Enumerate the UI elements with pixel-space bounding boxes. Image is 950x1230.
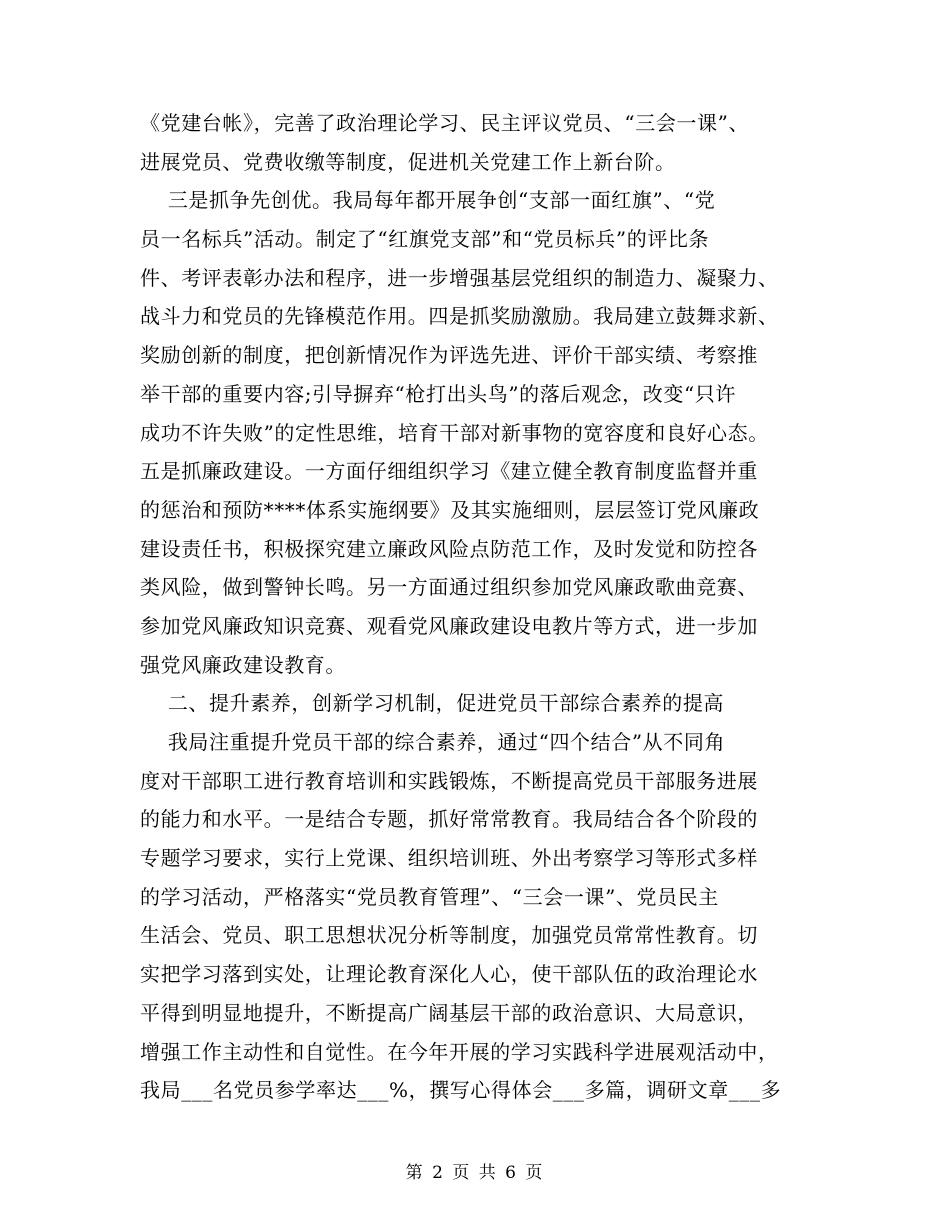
text-line: 件、考评表彰办法和程序，进一步增强基层党组织的制造力、凝聚力、 <box>140 265 779 290</box>
text-line: 我局___名党员参学率达___%，撰写心得体会___多篇，调研文章___多 <box>140 1078 782 1103</box>
text-line: 奖励创新的制度，把创新情况作为评选先进、评价干部实绩、考察推 <box>140 343 758 368</box>
text-line: 专题学习要求，实行上党课、组织培训班、外出考察学习等形式多样 <box>140 846 758 871</box>
text-line: 强党风廉政建设教育。 <box>140 652 346 677</box>
text-line: 的惩治和预防****体系实施纲要》及其实施细则，层层签订党风廉政 <box>140 497 760 522</box>
body-text <box>140 104 820 1110</box>
text-line: 举干部的重要内容;引导摒弃“枪打出头鸟”的落后观念，改变“只许 <box>140 381 737 406</box>
text-line: 三是抓争先创优。我局每年都开展争创“支部一面红旗”、“党 <box>140 188 716 213</box>
text-line: 员一名标兵”活动。制定了“红旗党支部”和“党员标兵”的评比条 <box>140 227 710 252</box>
text-line: 进展党员、党费收缴等制度，促进机关党建工作上新台阶。 <box>140 149 676 174</box>
text-line: 类风险，做到警钟长鸣。另一方面通过组织参加党风廉政歌曲竞赛、 <box>140 575 758 600</box>
page-number-footer: 第 2 页 共 6 页 <box>405 1163 545 1183</box>
text-line: 我局注重提升党员干部的综合素养，通过“四个结合”从不同角 <box>140 730 726 754</box>
text-line: 《党建台帐》，完善了政治理论学习、民主评议党员、“三会一课”、 <box>140 111 750 135</box>
text-line: 增强工作主动性和自觉性。在今年开展的学习实践科学进展观活动中， <box>140 1039 779 1064</box>
text-line: 成功不许失败”的定性思维，培育干部对新事物的宽容度和良好心态。 <box>140 420 769 445</box>
text-line: 的学习活动，严格落实“党员教育管理”、“三会一课”、党员民主 <box>140 884 719 909</box>
text-line: 参加党风廉政知识竞赛、观看党风廉政建设电教片等方式，进一步加 <box>140 613 758 638</box>
text-line: 度对干部职工进行教育培训和实践锻炼，不断提高党员干部服务进展 <box>140 768 758 793</box>
text-line: 实把学习落到实处，让理论教育深化人心，使干部队伍的政治理论水 <box>140 962 758 987</box>
text-line: 的能力和水平。一是结合专题，抓好常常教育。我局结合各个阶段的 <box>140 807 758 832</box>
text-line: 建设责任书，积极探究建立廉政风险点防范工作，及时发觉和防控各 <box>140 536 758 561</box>
text-line: 五是抓廉政建设。一方面仔细组织学习《建立健全教育制度监督并重 <box>140 459 758 484</box>
text-line: 战斗力和党员的先锋模范作用。四是抓奖励激励。我局建立鼓舞求新、 <box>140 304 779 329</box>
text-line: 平得到明显地提升，不断提高广阔基层干部的政治意识、大局意识， <box>140 1000 758 1025</box>
section-heading: 二、提升素养，创新学习机制，促进党员干部综合素养的提高 <box>140 691 725 716</box>
text-line: 生活会、党员、职工思想状况分析等制度，加强党员常常性教育。切 <box>140 923 758 948</box>
